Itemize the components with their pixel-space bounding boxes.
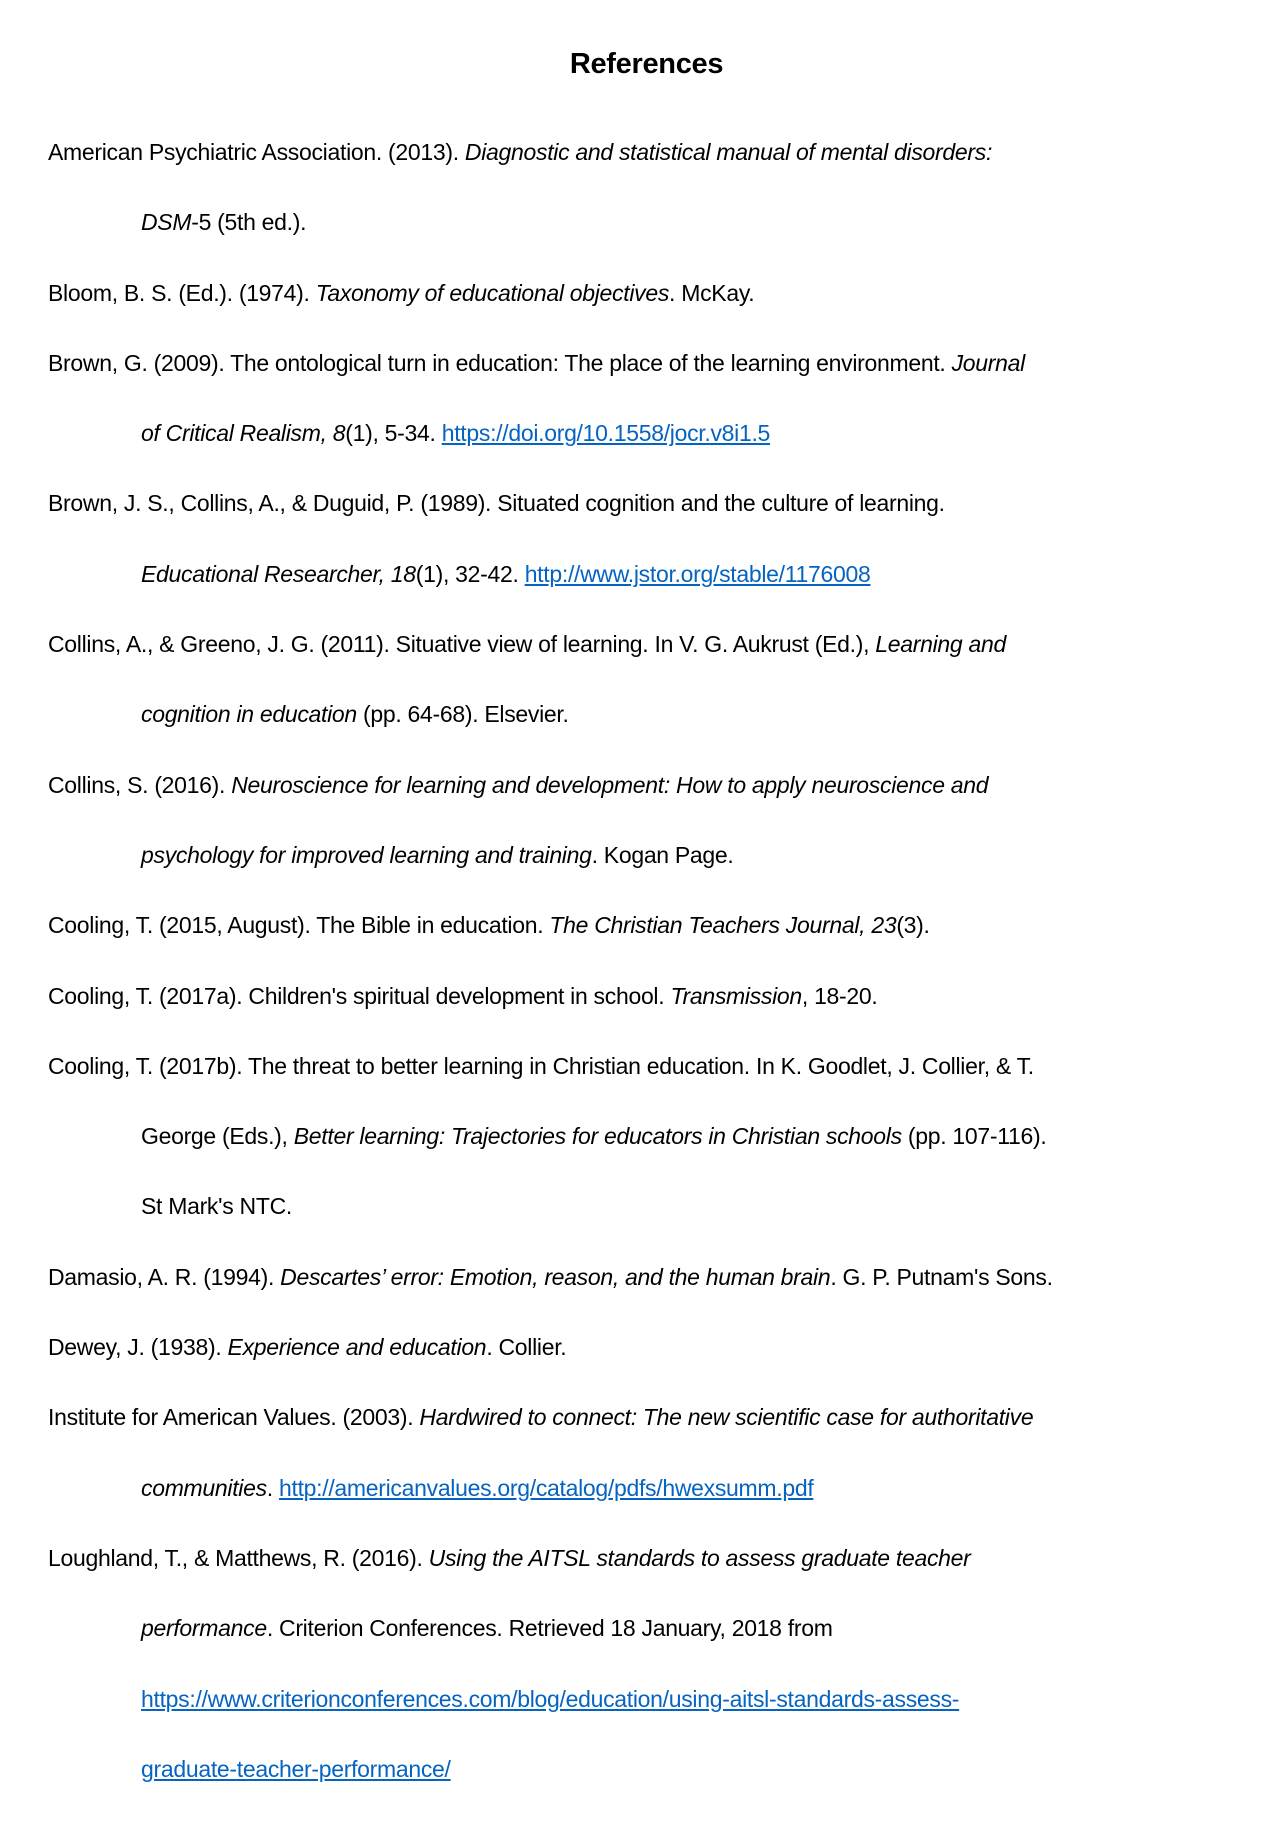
reference-line-first	[48, 890, 1258, 960]
reference-entry	[48, 1382, 1258, 1523]
reference-line-first	[48, 961, 1258, 1031]
reference-link[interactable]: https://doi.org/10.1558/jocr.v8i1.5	[441, 420, 771, 447]
reference-text: Cooling, T. (2015, August). The Bible in education.	[48, 912, 550, 939]
reference-line-first	[48, 258, 1258, 328]
reference-entry	[48, 750, 1258, 891]
reference-link[interactable]: http://americanvalues.org/catalog/pdfs/hwexsumm.pdf	[278, 1474, 814, 1501]
reference-italic-text: Hardwired to connect: The new scientific case for authoritative	[419, 1404, 1034, 1431]
reference-entry	[48, 117, 1258, 258]
reference-text: (pp. 64-68). Elsevier.	[356, 701, 569, 728]
reference-italic-text: The Christian Teachers Journal, 23	[549, 912, 897, 939]
reference-text: , 18-20.	[801, 982, 878, 1009]
reference-text: (1), 32-42.	[415, 560, 525, 587]
reference-italic-text: Taxonomy of educational objectives	[315, 279, 670, 306]
reference-text: Institute for American Values. (2003).	[48, 1404, 420, 1431]
reference-italic-text: of Critical Realism, 8	[141, 420, 346, 447]
reference-text: . Criterion Conferences. Retrieved 18 January, 2018 from	[266, 1615, 833, 1642]
page-title: References	[569, 48, 724, 80]
reference-line-continuation	[48, 820, 1258, 890]
reference-line-continuation	[48, 187, 1258, 257]
reference-italic-text: Diagnostic and statistical manual of mental disorders:	[464, 139, 993, 165]
reference-text: . McKay.	[669, 279, 755, 306]
reference-text: Cooling, T. (2017b). The threat to better learning in Christian education. In K. Goodlet, J. Collier, & T.	[48, 1052, 1034, 1079]
reference-text: . Kogan Page.	[591, 841, 734, 868]
reference-line-continuation	[48, 398, 1258, 468]
reference-italic-text: Journal	[951, 349, 1025, 376]
reference-entry	[48, 258, 1258, 328]
reference-italic-text: Educational Researcher, 18	[141, 560, 416, 587]
reference-text: (1), 5-34.	[345, 420, 442, 447]
reference-italic-text: Neuroscience for learning and development: How to apply neuroscience and	[231, 771, 989, 798]
reference-text: American Psychiatric Association. (2013).	[48, 139, 465, 165]
reference-line-first	[48, 1382, 1258, 1452]
reference-italic-text: Learning and	[875, 631, 1006, 658]
reference-text: Brown, G. (2009). The ontological turn in education: The place of the learning environment.	[48, 349, 952, 376]
reference-text: . G. P. Putnam's Sons.	[830, 1263, 1053, 1290]
reference-line-continuation	[48, 1734, 1258, 1804]
reference-entry	[48, 1031, 1258, 1242]
reference-line-first	[48, 750, 1258, 820]
reference-line-first	[48, 117, 1258, 187]
reference-italic-text: Experience and education	[227, 1334, 487, 1361]
reference-italic-text: performance	[141, 1615, 267, 1642]
reference-italic-text: Descartes’ error: Emotion, reason, and the human brain	[280, 1263, 831, 1290]
reference-text: St Mark's NTC.	[141, 1193, 292, 1220]
reference-text: George (Eds.),	[141, 1123, 294, 1150]
reference-text: . Collier.	[486, 1334, 567, 1361]
reference-text: Brown, J. S., Collins, A., & Duguid, P. (1989). Situated cognition and the culture of learning.	[48, 490, 945, 517]
reference-line-first	[48, 1523, 1258, 1593]
reference-entry	[48, 609, 1258, 750]
reference-text: Bloom, B. S. (Ed.). (1974).	[48, 279, 316, 306]
reference-text: Dewey, J. (1938).	[48, 1334, 228, 1361]
reference-text: (pp. 107-116).	[901, 1123, 1047, 1150]
reference-text: Collins, A., & Greeno, J. G. (2011). Situative view of learning. In V. G. Aukrust (Ed.),	[48, 631, 876, 658]
reference-text: Loughland, T., & Matthews, R. (2016).	[48, 1544, 429, 1571]
reference-entry	[48, 1523, 1258, 1804]
reference-text: Collins, S. (2016).	[48, 771, 232, 798]
reference-entry	[48, 328, 1258, 469]
reference-line-continuation	[48, 539, 1258, 609]
reference-line-continuation	[48, 1453, 1258, 1523]
reference-text: Cooling, T. (2017a). Children's spiritual development in school.	[48, 982, 671, 1009]
reference-entry	[48, 1242, 1258, 1312]
reference-italic-text: communities	[141, 1474, 267, 1501]
reference-italic-text: cognition in education	[141, 701, 357, 728]
reference-entry	[48, 468, 1258, 609]
reference-link[interactable]: https://www.criterionconferences.com/blog/education/using-aitsl-standards-assess-	[141, 1685, 960, 1712]
reference-line-first	[48, 328, 1258, 398]
reference-link[interactable]: http://www.jstor.org/stable/1176008	[524, 560, 871, 587]
reference-entry	[48, 890, 1258, 960]
reference-line-first	[48, 1242, 1258, 1312]
reference-line-continuation	[48, 1593, 1258, 1663]
reference-text: (3).	[896, 912, 930, 939]
reference-entry	[48, 1312, 1258, 1382]
reference-text: -5 (5th ed.).	[191, 209, 307, 236]
reference-italic-text: DSM	[141, 209, 192, 236]
reference-line-first	[48, 1031, 1258, 1101]
references-list	[48, 117, 1258, 1804]
reference-italic-text: Using the AITSL standards to assess graduate teacher	[428, 1544, 971, 1571]
reference-line-continuation	[48, 1101, 1258, 1171]
reference-link[interactable]: graduate-teacher-performance/	[141, 1755, 451, 1782]
reference-text: .	[266, 1474, 279, 1501]
reference-text: Damasio, A. R. (1994).	[48, 1263, 281, 1290]
reference-italic-text: Better learning: Trajectories for educators in Christian schools	[293, 1123, 902, 1150]
reference-line-continuation	[48, 1171, 1258, 1241]
reference-italic-text: Transmission	[670, 982, 802, 1009]
reference-line-continuation	[48, 1664, 1258, 1734]
reference-line-first	[48, 468, 1258, 538]
reference-entry	[48, 961, 1258, 1031]
reference-italic-text: psychology for improved learning and training	[141, 841, 592, 868]
reference-line-first	[48, 609, 1258, 679]
reference-line-continuation	[48, 679, 1258, 749]
reference-line-first	[48, 1312, 1258, 1382]
